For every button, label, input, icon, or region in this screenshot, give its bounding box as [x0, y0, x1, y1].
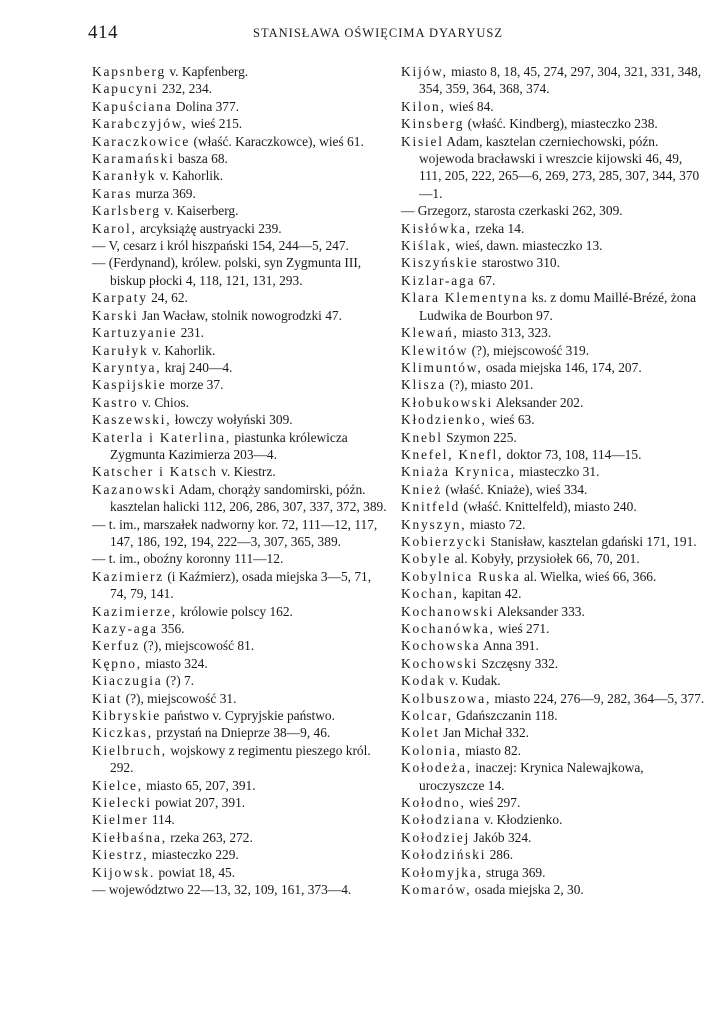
index-entry-text: Anna 391. — [480, 638, 539, 654]
index-entry-text: miasteczko 229. — [148, 847, 239, 863]
index-entry-keyword: Kerfuz — [92, 638, 140, 654]
index-entry-keyword: Klewań, — [401, 325, 459, 341]
index-entry — [401, 429, 706, 446]
index-entry — [401, 655, 706, 672]
index-entry — [92, 185, 387, 202]
index-entry-keyword: Kapsnberg — [92, 64, 166, 79]
index-entry-text: wieś 63. — [486, 412, 535, 428]
index-entry — [92, 481, 387, 516]
index-entry-text: struga 369. — [482, 864, 546, 880]
index-entry-text: doktor 73, 108, 114—15. — [503, 446, 642, 462]
index-entry-keyword: Kochanówka, — [401, 621, 495, 636]
index-entry-text: wieś 271. — [494, 621, 550, 636]
index-entry — [401, 254, 706, 271]
index-entry — [92, 794, 387, 811]
index-entry — [401, 533, 706, 550]
index-entry — [401, 463, 706, 480]
index-entry — [92, 463, 387, 480]
index-entry — [401, 742, 706, 759]
index-entry — [92, 133, 387, 150]
index-entry-keyword: Kolbuszowa, — [401, 690, 492, 706]
index-entry-keyword: Karyntya, — [92, 359, 162, 375]
index-entry-keyword: Karaczkowice — [92, 133, 191, 149]
index-entry-text: miasto 65, 207, 391. — [142, 777, 256, 793]
index-entry — [92, 342, 387, 359]
index-entry — [92, 376, 387, 393]
index-entry — [92, 63, 387, 80]
index-entry-keyword: Kiślak, — [401, 238, 452, 254]
index-entry-text: (właść. Kindberg), miasteczko 238. — [464, 116, 658, 132]
index-entry-text: miasteczko 31. — [515, 464, 600, 480]
index-entry-keyword: Kołodeża, — [401, 760, 472, 776]
index-entry-text: miasto 224, 276—9, 282, 364—5, 377. — [491, 690, 705, 706]
index-entry-keyword: Kolonia, — [401, 742, 462, 758]
index-entry-text: powiat 207, 391. — [151, 795, 246, 811]
index-entry — [92, 394, 387, 411]
index-entry-keyword: Knefel, Knefl, — [401, 446, 504, 462]
index-entry-text: v. Kahorlik. — [148, 342, 216, 358]
index-entry-text: miasto 324. — [141, 655, 208, 671]
index-entry-keyword: Kłodzienko, — [401, 412, 487, 428]
index-entry-text: v. Kahorlik. — [156, 168, 224, 184]
index-entry — [401, 446, 706, 463]
index-entry-text: ks. z domu Maillé-Brézé, żona Ludwika de Bourbon 97. — [419, 290, 697, 323]
index-entry-keyword: Kobyle — [401, 551, 452, 567]
index-entry — [401, 864, 706, 881]
index-entry — [401, 585, 706, 602]
index-entry — [92, 289, 387, 306]
index-entry-text: starostwo 310. — [478, 255, 560, 271]
index-entry — [401, 498, 706, 515]
index-entry — [92, 516, 387, 551]
index-entry — [92, 80, 387, 97]
index-entry-keyword: Knyszyn, — [401, 516, 467, 532]
index-entry-text: v. Chios. — [138, 394, 189, 410]
index-entry-keyword: Kaspijskie — [92, 377, 167, 393]
index-entry — [92, 777, 387, 794]
index-entry-keyword: Kiszyńskie — [401, 255, 479, 271]
index-entry-keyword: Kazimierze, — [92, 603, 177, 619]
index-entry — [92, 359, 387, 376]
index-entry-keyword: Kazy-aga — [92, 621, 158, 636]
index-entry — [401, 376, 706, 393]
index-entry-keyword: Kołodziana — [401, 812, 481, 828]
index-entry-keyword: Karpaty — [92, 290, 148, 306]
index-entry-text: Dolina 377. — [172, 98, 240, 114]
index-entry-text: miasto 72. — [466, 516, 526, 532]
index-entry-text: — t. im., oboźny koronny 111—12. — [92, 551, 284, 567]
index-entry — [401, 481, 706, 498]
index-entry-keyword: Katscher i Katsch — [92, 464, 218, 480]
index-entry-keyword: Kijów, — [401, 64, 448, 79]
index-entry — [401, 759, 706, 794]
index-entry — [92, 620, 387, 637]
index-entry — [401, 359, 706, 376]
index-entry-keyword: Kielmer — [92, 812, 149, 828]
index-entry — [92, 724, 387, 741]
index-entry-text: — województwo 22—13, 32, 109, 161, 373—4. — [92, 882, 352, 898]
index-entry-keyword: Kniaża Krynica, — [401, 464, 516, 480]
index-entry-text: (?), miejscowość 319. — [468, 342, 590, 358]
index-entry-keyword: Kobylnica Ruska — [401, 568, 521, 584]
index-entry-text: arcyksiążę austryacki 239. — [136, 220, 282, 236]
index-entry-keyword: Kołodno, — [401, 795, 466, 811]
index-entry — [92, 637, 387, 654]
index-entry-text: wojskowy z regimentu pieszego król. 292. — [110, 742, 371, 776]
index-entry-keyword: Kochan, — [401, 586, 459, 602]
index-entry — [401, 411, 706, 428]
index-entry — [401, 289, 706, 324]
index-entry-text: powiat 18, 45. — [155, 864, 236, 880]
index-entry-keyword: Karabczyjów, — [92, 116, 188, 132]
index-entry-text: 232, 234. — [158, 81, 213, 97]
index-entry-text: Jan Michał 332. — [439, 725, 530, 741]
index-entry-keyword: Kochowska — [401, 638, 481, 654]
index-entry-keyword: Klimuntów, — [401, 359, 483, 375]
index-entry-text: Aleksander 202. — [492, 394, 584, 410]
index-entry-text: — t. im., marszałek nadworny kor. 72, 111—12, 117, 147, 186, 192, 194, 222—3, 307, 365, 389. — [92, 516, 378, 549]
index-entry — [92, 220, 387, 237]
index-entry — [92, 237, 387, 254]
index-entry — [401, 237, 706, 254]
index-entry-keyword: Kaszewski, — [92, 412, 172, 428]
index-entry — [401, 568, 706, 585]
index-entry — [92, 864, 387, 881]
index-entry-text: — V, cesarz i król hiszpański 154, 244—5, 247. — [92, 238, 349, 254]
index-entry-keyword: Kochanowski — [401, 603, 495, 619]
index-entry-keyword: Kisiel — [401, 133, 444, 149]
index-column-left — [92, 63, 387, 899]
index-entry-text: rzeka 263, 272. — [166, 829, 253, 845]
index-entry — [92, 655, 387, 672]
index-entry-keyword: Karanłyk — [92, 168, 157, 184]
index-entry — [401, 324, 706, 341]
index-entry-keyword: Kiaczugia — [92, 673, 163, 689]
index-entry-text: (właść. Karaczkowce), wieś 61. — [190, 133, 364, 149]
index-entry-keyword: Kołomyjka, — [401, 864, 483, 880]
index-entry-text: królowie polscy 162. — [176, 603, 293, 619]
index-entry-text: wieś 215. — [187, 116, 243, 132]
index-entry-text: Jan Wacław, stolnik nowogrodzki 47. — [138, 307, 342, 323]
index-entry — [401, 63, 706, 98]
index-entry — [92, 115, 387, 132]
index-entry — [401, 133, 706, 203]
index-entry-keyword: Katerla i Katerlina, — [92, 429, 231, 445]
index-entry-text: al. Kobyły, przysiołek 66, 70, 201. — [451, 551, 640, 567]
index-entry-keyword: Klara Klementyna — [401, 290, 529, 306]
index-entry — [92, 324, 387, 341]
index-entry — [92, 167, 387, 184]
index-entry-keyword: Kazanowski — [92, 481, 177, 497]
page-number: 414 — [88, 22, 118, 43]
index-entry — [401, 272, 706, 289]
index-entry-keyword: Karas — [92, 185, 133, 201]
index-entry-text: miasto 82. — [461, 742, 522, 758]
running-title: STANISŁAWA OŚWIĘCIMA DYARYUSZ — [253, 26, 503, 40]
index-entry — [401, 516, 706, 533]
index-entry-text: (właść. Knittelfeld), miasto 240. — [460, 499, 637, 515]
index-entry-text: wieś, dawn. miasteczko 13. — [451, 238, 603, 254]
index-entry-text: piastunka królewicza Zygmunta Kazimierza 203—4. — [110, 429, 348, 462]
index-entry-keyword: Kiełbaśna, — [92, 829, 167, 845]
index-entry — [401, 846, 706, 863]
index-entry-keyword: Karski — [92, 307, 139, 323]
index-entry-text: — (Ferdynand), królew. polski, syn Zygmunta III, biskup płocki 4, 118, 121, 131, 293. — [92, 255, 362, 288]
index-entry-text: (i Kaźmierz), osada miejska 3—5, 71, 74, 79, 141. — [110, 568, 372, 602]
index-entry — [92, 411, 387, 428]
index-entry-text: łowczy wołyński 309. — [171, 412, 293, 428]
index-entry-text: (?), miejscowość 81. — [139, 638, 255, 654]
index-entry-keyword: Karamański — [92, 151, 175, 167]
index-entry-keyword: Kinsberg — [401, 116, 465, 132]
index-column-right — [401, 63, 706, 899]
index-entry-text: 24, 62. — [147, 290, 188, 306]
index-entry-keyword: Kłobukowski — [401, 394, 493, 410]
index-entry-keyword: Kołodziej — [401, 829, 471, 845]
index-entry-keyword: Kodak — [401, 673, 446, 689]
index-entry-text: miasto 8, 18, 45, 274, 297, 304, 321, 331, 348, 354, 359, 364, 368, 374. — [419, 64, 702, 97]
index-entry — [401, 220, 706, 237]
index-entry-keyword: Knież — [401, 481, 442, 497]
index-entry-text: Aleksander 333. — [494, 603, 585, 619]
index-entry-keyword: Kastro — [92, 394, 139, 410]
index-entry-keyword: Kibryskie — [92, 708, 162, 724]
index-entry-keyword: Kisłówka, — [401, 220, 472, 236]
index-entry-keyword: Klewitów — [401, 342, 469, 358]
index-entry-text: 286. — [486, 847, 514, 863]
index-entry-text: osada miejska 2, 30. — [471, 882, 584, 898]
index-entry-keyword: Komarów, — [401, 882, 472, 898]
index-entry — [92, 254, 387, 289]
index-entry — [92, 690, 387, 707]
index-entry-keyword: Kilon, — [401, 98, 446, 114]
index-entry-text: basza 68. — [174, 151, 228, 167]
index-entry — [92, 603, 387, 620]
index-entry — [401, 115, 706, 132]
index-entry-text: kraj 240—4. — [161, 359, 233, 375]
index-entry-text: v. Kiestrz. — [217, 464, 276, 480]
index-entry-text: 114. — [148, 812, 175, 828]
index-entry — [401, 829, 706, 846]
index-entry-keyword: Kielecki — [92, 795, 152, 811]
index-entry — [92, 307, 387, 324]
index-entry-keyword: Karol, — [92, 220, 137, 236]
index-entry-text: Gdańszczanin 118. — [452, 708, 558, 724]
index-entry-text: 231. — [177, 325, 205, 341]
index-entry-keyword: Kiestrz, — [92, 847, 149, 863]
index-entry — [401, 794, 706, 811]
index-entry — [92, 568, 387, 603]
index-entry-text: v. Kłodzienko. — [480, 812, 563, 828]
index-entry — [401, 811, 706, 828]
index-entry-keyword: Kobierzycki — [401, 533, 487, 549]
index-entry — [401, 881, 706, 898]
index-entry-keyword: Kapuściana — [92, 98, 173, 114]
index-entry-text: wieś 297. — [465, 795, 521, 811]
index-entry — [92, 811, 387, 828]
index-entry-text: rzeka 14. — [471, 220, 525, 236]
index-entry — [401, 550, 706, 567]
index-entry — [92, 98, 387, 115]
index-entry-keyword: Kiat — [92, 690, 123, 706]
index-entry-text: (?) 7. — [162, 673, 195, 689]
index-entry-text: — Grzegorz, starosta czerkaski 262, 309. — [401, 203, 623, 219]
index-entry — [92, 672, 387, 689]
index-entry-text: (?), miasto 201. — [446, 377, 534, 393]
index-entry-text: (?), miejscowość 31. — [122, 690, 237, 706]
index-entry — [401, 707, 706, 724]
index-entry-keyword: Kolet — [401, 725, 440, 741]
index-entry — [401, 672, 706, 689]
index-entry — [92, 881, 387, 898]
index-entry — [92, 846, 387, 863]
index-entry — [401, 620, 706, 637]
index-entry-text: Adam, kasztelan czerniechowski, późn. wojewoda bracławski i wreszcie kijowski 46, 49, 111, 205, 222, 265—6, 269, 273, 285, 307, 344, 370—1. — [419, 133, 700, 201]
index-entry-keyword: Kijowsk. — [92, 864, 156, 880]
index-entry — [92, 429, 387, 464]
index-entry-text: v. Kaiserberg. — [160, 203, 239, 219]
index-entry — [401, 342, 706, 359]
index-entry-keyword: Kielce, — [92, 777, 143, 793]
index-entry — [92, 829, 387, 846]
index-entry-keyword: Kępno, — [92, 655, 142, 671]
index-entry — [92, 742, 387, 777]
index-entry-text: Stanisław, kasztelan gdański 171, 191. — [486, 533, 697, 549]
index-entry-keyword: Karlsberg — [92, 203, 161, 219]
index-entry-text: 67. — [475, 272, 496, 288]
index-entry-keyword: Knitfeld — [401, 499, 461, 515]
index-entry-text: przystań na Dnieprze 38—9, 46. — [152, 725, 331, 741]
index-entry-keyword: Knebl — [401, 429, 443, 445]
index-entry-keyword: Kiczkas, — [92, 725, 153, 741]
index-entry-keyword: Klisza — [401, 377, 447, 393]
index-entry-text: państwo v. Cypryjskie państwo. — [161, 708, 335, 724]
index-entry-keyword: Kizlar-aga — [401, 272, 476, 288]
index-entry-text: al. Wielka, wieś 66, 366. — [520, 568, 657, 584]
index-entry-text: kapitan 42. — [458, 586, 522, 602]
index-entry — [401, 603, 706, 620]
index-entry — [401, 690, 706, 707]
index-entry — [92, 707, 387, 724]
index-entry-keyword: Kolcar, — [401, 708, 453, 724]
index-entry-keyword: Karułyk — [92, 342, 149, 358]
index-entry-text: v. Kapfenberg. — [165, 64, 249, 79]
index-entry-keyword: Kołodziński — [401, 847, 487, 863]
index-entry-keyword: Kartuzyanie — [92, 325, 178, 341]
index-entry-text: 356. — [157, 621, 185, 636]
index-entry — [92, 150, 387, 167]
index-entry-text: inaczej: Krynica Nalewajkowa, uroczyszcze 14. — [419, 760, 644, 793]
index-entry-text: wieś 84. — [445, 98, 494, 114]
index-entry-text: Szymon 225. — [442, 429, 517, 445]
index-entry — [92, 202, 387, 219]
index-entry — [401, 98, 706, 115]
index-entry-text: Jakób 324. — [470, 829, 532, 845]
index-entry-keyword: Kazimierz — [92, 568, 164, 584]
index-entry — [401, 202, 706, 219]
index-entry-keyword: Kochowski — [401, 655, 479, 671]
index-entry-text: Szczęsny 332. — [478, 655, 559, 671]
index-entry-text: v. Kudak. — [445, 673, 501, 689]
index-entry-keyword: Kielbruch, — [92, 742, 167, 758]
index-entry-text: (właść. Kniaże), wieś 334. — [441, 481, 588, 497]
index-entry-text: osada miejska 146, 174, 207. — [482, 359, 642, 375]
index-entry-text: morze 37. — [166, 377, 224, 393]
index-entry — [401, 637, 706, 654]
index-entry-keyword: Kapucyni — [92, 81, 159, 97]
index-entry — [401, 724, 706, 741]
index-entry-text: miasto 313, 323. — [458, 325, 552, 341]
index-entry — [92, 550, 387, 567]
index-entry-text: murza 369. — [132, 185, 196, 201]
index-entry — [401, 394, 706, 411]
index-entry-text: Adam, chorąży sandomirski, późn. kasztelan halicki 112, 206, 286, 307, 337, 372, 389. — [110, 481, 387, 515]
